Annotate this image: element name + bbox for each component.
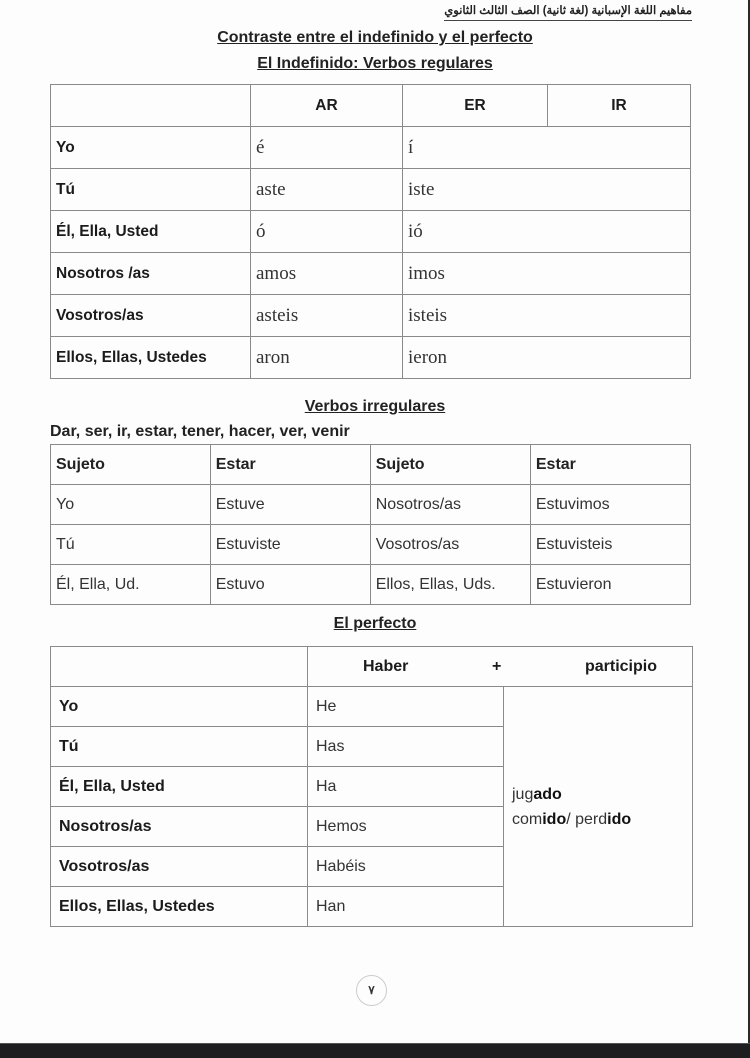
table-header-row (51, 85, 691, 127)
verb-form-cell: Estuvo (210, 565, 370, 605)
plus-sign: + (492, 657, 502, 675)
haber-form-cell: Habéis (308, 847, 504, 887)
main-title: Contraste entre el indefinido y el perfecto (217, 29, 533, 46)
bottom-bar (0, 1043, 750, 1058)
verb-form-cell: Estuvieron (530, 565, 690, 605)
subject-cell: Ellos, Ellas, Ustedes (51, 337, 251, 379)
subject-cell: Nosotros/as (51, 807, 308, 847)
participle-line-ido: comido/ perdido (512, 810, 632, 828)
irregular-verbs-list: Dar, ser, ir, estar, tener, hacer, ver, venir (50, 423, 350, 440)
participio-label: participio (584, 657, 657, 675)
header-cell-formula (308, 647, 693, 687)
haber-form-cell: He (308, 687, 504, 727)
subject-cell: Tú (51, 525, 211, 565)
subject-cell: Vosotros/as (370, 525, 530, 565)
subject-cell: Él, Ella, Usted (51, 767, 308, 807)
table-row (51, 295, 691, 337)
verb-form-cell: Estuviste (210, 525, 370, 565)
header-cell-ar: AR (251, 85, 403, 127)
header-cell-er: ER (403, 85, 548, 127)
header-cell: Estar (530, 445, 690, 485)
haber-form-cell: Han (308, 887, 504, 927)
irregular-verbs-table (50, 444, 691, 605)
perfecto-table (50, 646, 693, 927)
table-row (51, 485, 691, 525)
book-header: مفاهيم اللغة الإسبانية (لغة ثانية) الصف الثالث الثانوي (444, 3, 692, 21)
header-cell (51, 85, 251, 127)
subject-cell: Tú (51, 727, 308, 767)
header-cell-ir: IR (548, 85, 691, 127)
subject-cell: Vosotros/as (51, 847, 308, 887)
subject-cell: Tú (51, 169, 251, 211)
subject-cell: Yo (51, 485, 211, 525)
er-ir-ending: í (403, 127, 691, 169)
header-cell: Sujeto (370, 445, 530, 485)
table-row (51, 211, 691, 253)
haber-label: Haber (363, 657, 409, 675)
er-ir-ending: iste (403, 169, 691, 211)
regular-verbs-table (50, 84, 691, 379)
ar-ending: aron (251, 337, 403, 379)
ar-ending: asteis (251, 295, 403, 337)
header-cell: Estar (210, 445, 370, 485)
table-row (51, 127, 691, 169)
er-ir-ending: ieron (403, 337, 691, 379)
table-row (51, 253, 691, 295)
haber-form-cell: Ha (308, 767, 504, 807)
table-row (51, 687, 693, 727)
er-ir-ending: isteis (403, 295, 691, 337)
er-ir-ending: ió (403, 211, 691, 253)
page-number: ٧ (356, 975, 387, 1006)
table-row (51, 525, 691, 565)
subject-cell: Vosotros/as (51, 295, 251, 337)
er-ir-ending: imos (403, 253, 691, 295)
haber-form-cell: Hemos (308, 807, 504, 847)
ar-ending: amos (251, 253, 403, 295)
table-row (51, 169, 691, 211)
subject-cell: Él, Ella, Ud. (51, 565, 211, 605)
header-cell: Sujeto (51, 445, 211, 485)
subject-cell: Nosotros/as (370, 485, 530, 525)
subject-cell: Ellos, Ellas, Ustedes (51, 887, 308, 927)
indefinido-title: El Indefinido: Verbos regulares (257, 55, 493, 72)
header-cell-empty (51, 647, 308, 687)
table-row (51, 337, 691, 379)
ar-ending: ó (251, 211, 403, 253)
subject-cell: Yo (51, 687, 308, 727)
participle-line-ado: jugado (512, 785, 562, 803)
subject-cell: Nosotros /as (51, 253, 251, 295)
participle-examples-cell (504, 687, 693, 927)
table-row (51, 565, 691, 605)
table-header-row (51, 445, 691, 485)
subject-cell: Él, Ella, Usted (51, 211, 251, 253)
irregulares-title: Verbos irregulares (304, 398, 446, 415)
subject-cell: Ellos, Ellas, Uds. (370, 565, 530, 605)
verb-form-cell: Estuvimos (530, 485, 690, 525)
table-header-row (51, 647, 693, 687)
verb-form-cell: Estuve (210, 485, 370, 525)
subject-cell: Yo (51, 127, 251, 169)
haber-form-cell: Has (308, 727, 504, 767)
ar-ending: aste (251, 169, 403, 211)
perfecto-title: El perfecto (333, 615, 417, 632)
verb-form-cell: Estuvisteis (530, 525, 690, 565)
ar-ending: é (251, 127, 403, 169)
